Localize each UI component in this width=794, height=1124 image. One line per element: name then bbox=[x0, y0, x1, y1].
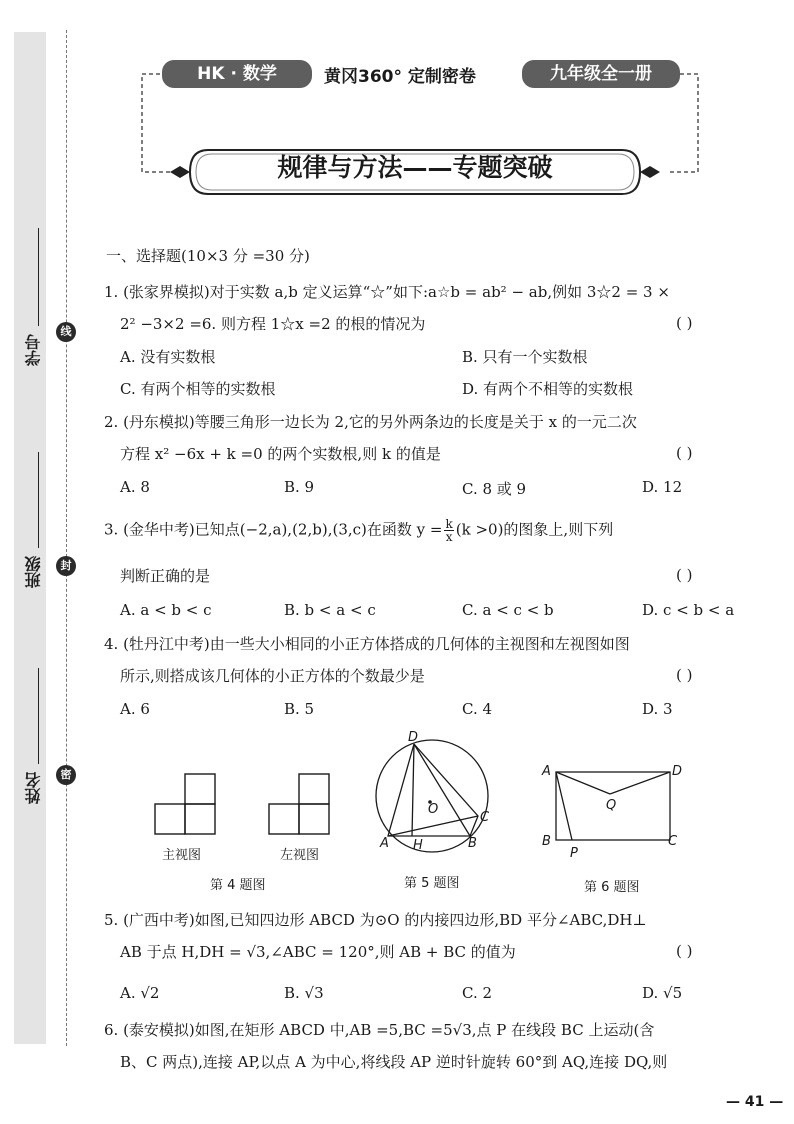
name-label: 姓名 bbox=[24, 772, 43, 804]
q2-option-b[interactable]: B. 9 bbox=[284, 478, 315, 496]
seal-secret-mark: 密 bbox=[56, 765, 76, 785]
fig6-label-d: D bbox=[672, 764, 683, 779]
fig4-main-view-label: 主视图 bbox=[162, 848, 202, 863]
fig5-label-d: D bbox=[408, 730, 419, 745]
q1-option-d[interactable]: D. 有两个不相等的实数根 bbox=[462, 380, 634, 398]
q5-option-c[interactable]: C. 2 bbox=[462, 984, 493, 1002]
q2-answer-bracket[interactable]: ( ) bbox=[676, 444, 693, 462]
grade-tag: 九年级全一册 bbox=[522, 60, 680, 88]
q4-option-c[interactable]: C. 4 bbox=[462, 700, 493, 718]
fig4-main-view-diagram bbox=[154, 770, 218, 836]
fig6-label-p: P bbox=[570, 846, 578, 861]
fig6-label-b: B bbox=[542, 834, 551, 849]
class-underline bbox=[38, 452, 39, 548]
q3-option-d[interactable]: D. c < b < a bbox=[642, 601, 735, 619]
page-number: — 41 — bbox=[726, 1094, 784, 1110]
section-title: 规律与方法——专题突破 bbox=[277, 153, 553, 182]
fig5-caption: 第 5 题图 bbox=[404, 876, 460, 891]
q5-line1: 5. (广西中考)如图,已知四边形 ABCD 为⊙O 的内接四边形,BD 平分∠ABC,DH⊥ bbox=[104, 911, 647, 929]
q4-option-b[interactable]: B. 5 bbox=[284, 700, 315, 718]
fig6-label-c: C bbox=[668, 834, 678, 849]
fig5-label-o: O bbox=[428, 802, 439, 817]
fig5-label-c: C bbox=[480, 810, 490, 825]
fig6-label-q: Q bbox=[606, 798, 617, 813]
fig6-caption: 第 6 题图 bbox=[584, 880, 640, 895]
q3-fraction-denominator: x bbox=[445, 530, 453, 544]
q5-option-b[interactable]: B. √3 bbox=[284, 984, 324, 1002]
q1-answer-bracket[interactable]: ( ) bbox=[676, 314, 693, 332]
fig4-left-view-label: 左视图 bbox=[280, 848, 320, 863]
q3-line1 bbox=[104, 518, 613, 543]
fig6-label-a: A bbox=[542, 764, 551, 779]
q1-line2: 2² −3×2 =6. 则方程 1☆x =2 的根的情况为 bbox=[120, 315, 426, 333]
seal-seal-mark: 封 bbox=[56, 556, 76, 576]
q2-line2: 方程 x² −6x + k =0 的两个实数根,则 k 的值是 bbox=[120, 445, 441, 463]
q1-option-b[interactable]: B. 只有一个实数根 bbox=[462, 348, 588, 366]
class-field[interactable] bbox=[20, 452, 46, 602]
student-id-label: 学号 bbox=[24, 334, 43, 366]
binding-dashed-line bbox=[66, 30, 67, 1046]
fig5-label-h: H bbox=[413, 838, 423, 853]
fig5-circle-diagram bbox=[370, 730, 500, 860]
q1-option-c[interactable]: C. 有两个相等的实数根 bbox=[120, 380, 276, 398]
q3-line1-end: (k >0)的图象上,则下列 bbox=[455, 520, 614, 539]
fig4-caption: 第 4 题图 bbox=[210, 878, 266, 893]
q2-option-c[interactable]: C. 8 或 9 bbox=[462, 480, 527, 498]
name-underline bbox=[38, 668, 39, 764]
seal-line-mark: 线 bbox=[56, 322, 76, 342]
q3-fraction bbox=[444, 518, 453, 543]
q3-line1-start: 3. (金华中考)已知点(−2,a),(2,b),(3,c)在函数 y = bbox=[104, 520, 443, 539]
subject-tag: HK · 数学 bbox=[162, 60, 312, 88]
q1-option-a[interactable]: A. 没有实数根 bbox=[120, 348, 216, 366]
q5-option-a[interactable]: A. √2 bbox=[120, 984, 160, 1002]
q1-line1: 1. (张家界模拟)对于实数 a,b 定义运算“☆”如下:a☆b = ab² − ab,例如 3☆2 = 3 × bbox=[104, 283, 670, 301]
series-title: 黄冈360° 定制密卷 bbox=[324, 67, 476, 87]
q4-line2: 所示,则搭成该几何体的小正方体的个数最少是 bbox=[120, 667, 425, 685]
fig5-label-b: B bbox=[468, 836, 477, 851]
q4-answer-bracket[interactable]: ( ) bbox=[676, 666, 693, 684]
student-id-field[interactable] bbox=[20, 228, 46, 376]
q4-line1: 4. (牡丹江中考)由一些大小相同的小正方体搭成的几何体的主视图和左视图如图 bbox=[104, 635, 630, 653]
q4-option-a[interactable]: A. 6 bbox=[120, 700, 150, 718]
section-heading: 一、选择题(10×3 分 =30 分) bbox=[106, 247, 310, 265]
q6-line1: 6. (泰安模拟)如图,在矩形 ABCD 中,AB =5,BC =5√3,点 P 在线段 BC 上运动(含 bbox=[104, 1021, 655, 1039]
class-label: 班级 bbox=[24, 556, 43, 588]
q3-option-b[interactable]: B. b < a < c bbox=[284, 601, 376, 619]
q2-option-d[interactable]: D. 12 bbox=[642, 478, 683, 496]
q5-option-d[interactable]: D. √5 bbox=[642, 984, 683, 1002]
q2-option-a[interactable]: A. 8 bbox=[120, 478, 150, 496]
q4-option-d[interactable]: D. 3 bbox=[642, 700, 673, 718]
q3-answer-bracket[interactable]: ( ) bbox=[676, 566, 693, 584]
q3-option-a[interactable]: A. a < b < c bbox=[120, 601, 212, 619]
name-field[interactable] bbox=[20, 668, 46, 818]
q3-line2: 判断正确的是 bbox=[120, 567, 211, 585]
fig5-label-a: A bbox=[380, 836, 389, 851]
q3-option-c[interactable]: C. a < c < b bbox=[462, 601, 554, 619]
fig4-left-view-diagram bbox=[268, 770, 332, 836]
q6-line2: B、C 两点),连接 AP,以点 A 为中心,将线段 AP 逆时针旋转 60°到 AQ,连接 DQ,则 bbox=[120, 1053, 668, 1071]
student-id-underline bbox=[38, 228, 39, 326]
q5-line2: AB 于点 H,DH = √3,∠ABC = 120°,则 AB + BC 的值为 bbox=[120, 943, 516, 961]
q3-fraction-numerator: k bbox=[445, 517, 453, 531]
q2-line1: 2. (丹东模拟)等腰三角形一边长为 2,它的另外两条边的长度是关于 x 的一元二次 bbox=[104, 413, 637, 431]
q5-answer-bracket[interactable]: ( ) bbox=[676, 942, 693, 960]
